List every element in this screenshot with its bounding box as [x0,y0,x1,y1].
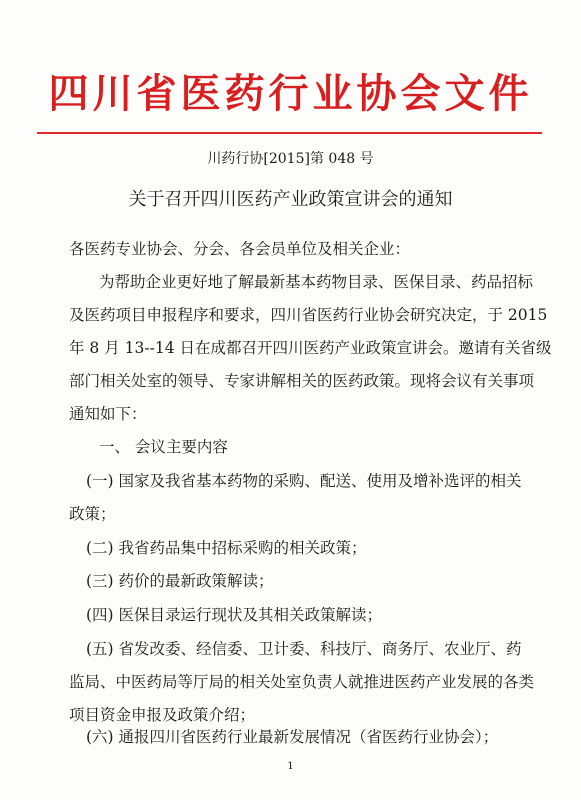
intro-line-1: 为帮助企业更好地了解最新基本药物目录、医保目录、药品招标 [99,273,534,291]
item-4: (四) 医保目录运行现状及其相关政策解读； [86,606,383,624]
red-divider-rule [37,132,542,134]
page-number: 1 [287,761,294,772]
item-3: (三) 药价的最新政策解读； [86,572,274,590]
item-6: (六) 通报四川省医药行业最新发展情况（省医药行业协会）； [86,728,499,746]
intro-line-2: 及医药项目申报程序和要求，四川省医药行业协会研究决定，于 2015 [69,306,548,324]
item-2: (二) 我省药品集中招标采购的相关政策； [86,539,367,557]
intro-line-5: 通知如下： [69,405,147,423]
intro-line-3: 年 8 月 13--14 日在成都召开四川医药产业政策宣讲会。邀请有关省级 [69,339,552,357]
item-5-line-3: 项目资金申报及政策介绍； [69,706,256,724]
document-number: 川药行协[2015]第 048 号 [207,151,374,167]
salutation: 各医药专业协会、分会、各会员单位及相关企业： [69,240,411,258]
section-heading: 一、 会议主要内容 [99,438,228,456]
item-5-line-1: (五) 省发改委、经信委、卫计委、科技厅、商务厅、农业厅、药 [86,640,522,658]
item-1-line-2: 政策； [69,505,116,523]
intro-line-4: 部门相关处室的领导、专家讲解相关的医药政策。现将会议有关事项 [69,372,535,390]
item-5-line-2: 监局、中医药局等厅局的相关处室负责人就推进医药产业发展的各类 [69,673,535,691]
header-title: 四川省医药行业协会文件 [48,70,533,117]
notice-title: 关于召开四川医药产业政策宣讲会的通知 [128,189,453,210]
item-1-line-1: (一) 国家及我省基本药物的采购、配送、使用及增补选评的相关 [86,472,522,490]
